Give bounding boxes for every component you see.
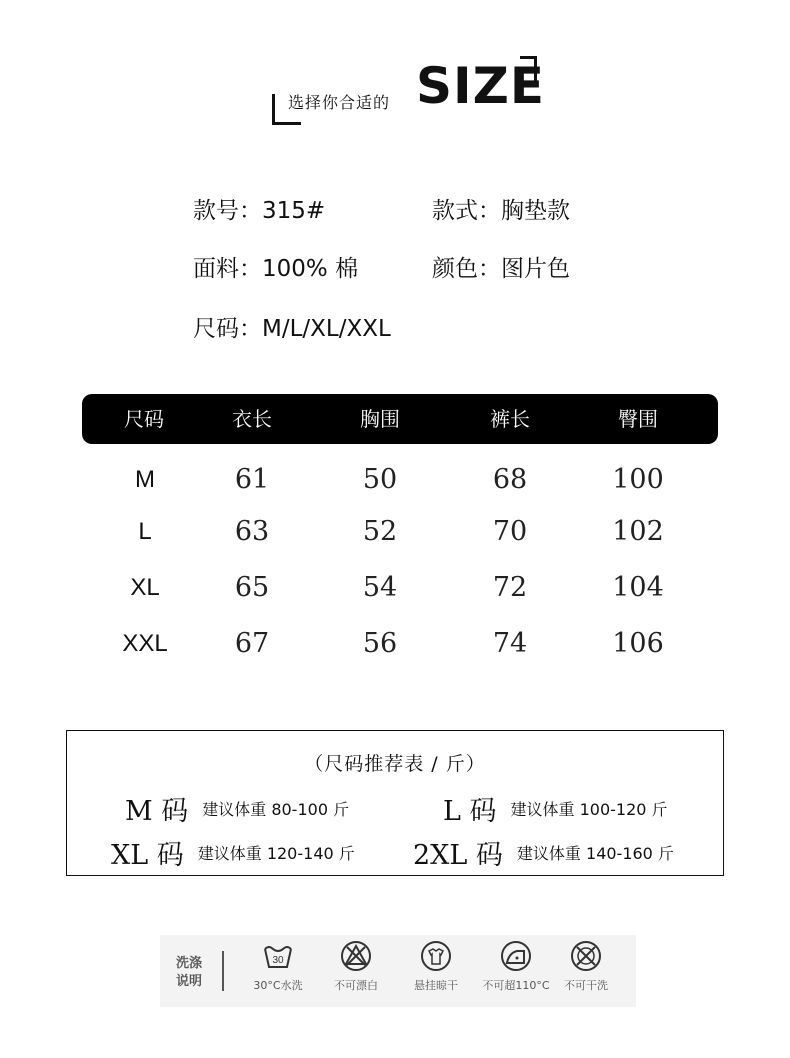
recommendation-size: L 码 [443, 796, 497, 827]
info-model [193, 196, 325, 226]
info-style [432, 196, 570, 226]
care-item [238, 939, 318, 993]
recommendation-desc: 建议体重 80-100 斤 [202, 800, 350, 819]
recommendation-desc: 建议体重 120-140 斤 [197, 844, 355, 863]
table-cell: 56 [362, 628, 398, 659]
care-label: 不可干洗 [564, 979, 608, 992]
table-cell: 50 [362, 464, 398, 495]
info-sizes-value: M/L/XL/XXL [262, 316, 391, 342]
care-label: 30°C水洗 [253, 979, 303, 992]
info-sizes-label: 尺码： [193, 316, 262, 342]
table-header-cell: 尺码 [124, 407, 164, 431]
table-cell: 70 [492, 516, 528, 547]
table-cell: XXL [122, 630, 168, 657]
table-cell: 65 [234, 572, 270, 603]
table-cell: 61 [234, 464, 270, 495]
hang-dry-icon [419, 939, 453, 973]
care-instructions [160, 935, 636, 1007]
recommendation-title: （尺码推荐表 / 斤） [304, 753, 486, 775]
table-cell: 104 [612, 572, 664, 603]
table-row [0, 512, 790, 552]
recommendation-item [413, 833, 674, 872]
recommendation-size: 2XL 码 [413, 840, 503, 871]
table-cell: M [135, 466, 155, 493]
table-header-cell: 衣长 [232, 407, 272, 431]
table-cell: 100 [612, 464, 664, 495]
info-color-label: 颜色： [432, 256, 501, 282]
table-cell: 52 [362, 516, 398, 547]
info-model-value: 315# [262, 198, 326, 224]
no-dry-clean-icon [569, 939, 603, 973]
info-style-value: 胸垫款 [501, 198, 570, 224]
table-header-cell: 裤长 [490, 407, 530, 431]
care-divider [222, 951, 224, 991]
iron-110-icon [499, 939, 533, 973]
table-cell: 67 [234, 628, 270, 659]
table-cell: XL [130, 574, 160, 601]
table-header-cell: 胸围 [360, 407, 400, 431]
care-item [546, 939, 626, 993]
care-title-line: 洗涤 [175, 956, 202, 971]
wash-temperature: 30 [272, 955, 284, 966]
table-cell: 74 [492, 628, 528, 659]
size-recommendation-box [66, 730, 724, 876]
care-label: 悬挂晾干 [414, 979, 458, 992]
info-fabric [193, 254, 358, 284]
table-header-cell: 臀围 [618, 407, 658, 431]
recommendation-item [125, 789, 349, 828]
table-cell: 54 [362, 572, 398, 603]
care-item [396, 939, 476, 993]
size-table-header [82, 394, 718, 444]
no-bleach-icon [339, 939, 373, 973]
table-cell: 106 [612, 628, 664, 659]
care-label: 不可漂白 [334, 979, 378, 992]
header [0, 0, 790, 140]
table-cell: L [138, 518, 152, 545]
header-title: SIZE [416, 57, 546, 115]
table-row [0, 568, 790, 608]
wash-30-icon [261, 939, 295, 973]
table-cell: 68 [492, 464, 528, 495]
info-model-label: 款号： [193, 198, 262, 224]
table-cell: 72 [492, 572, 528, 603]
info-color-value: 图片色 [501, 256, 570, 282]
table-cell: 102 [612, 516, 664, 547]
info-fabric-value: 100% 棉 [262, 256, 359, 282]
table-row [0, 460, 790, 500]
recommendation-size: M 码 [125, 796, 189, 827]
care-title [174, 955, 204, 991]
info-style-label: 款式： [432, 198, 501, 224]
info-color [432, 254, 570, 284]
recommendation-size: XL 码 [111, 840, 184, 871]
care-label: 不可超110°C [482, 979, 550, 992]
care-item [316, 939, 396, 993]
recommendation-desc: 建议体重 140-160 斤 [516, 844, 674, 863]
table-cell: 63 [234, 516, 270, 547]
recommendation-item [443, 789, 668, 828]
care-item [476, 939, 556, 993]
info-sizes [193, 314, 391, 344]
recommendation-desc: 建议体重 100-120 斤 [510, 800, 668, 819]
table-row [0, 624, 790, 664]
header-subtitle: 选择你合适的 [288, 93, 391, 112]
care-title-line: 说明 [175, 974, 202, 989]
recommendation-item [111, 833, 355, 872]
info-fabric-label: 面料： [193, 256, 262, 282]
